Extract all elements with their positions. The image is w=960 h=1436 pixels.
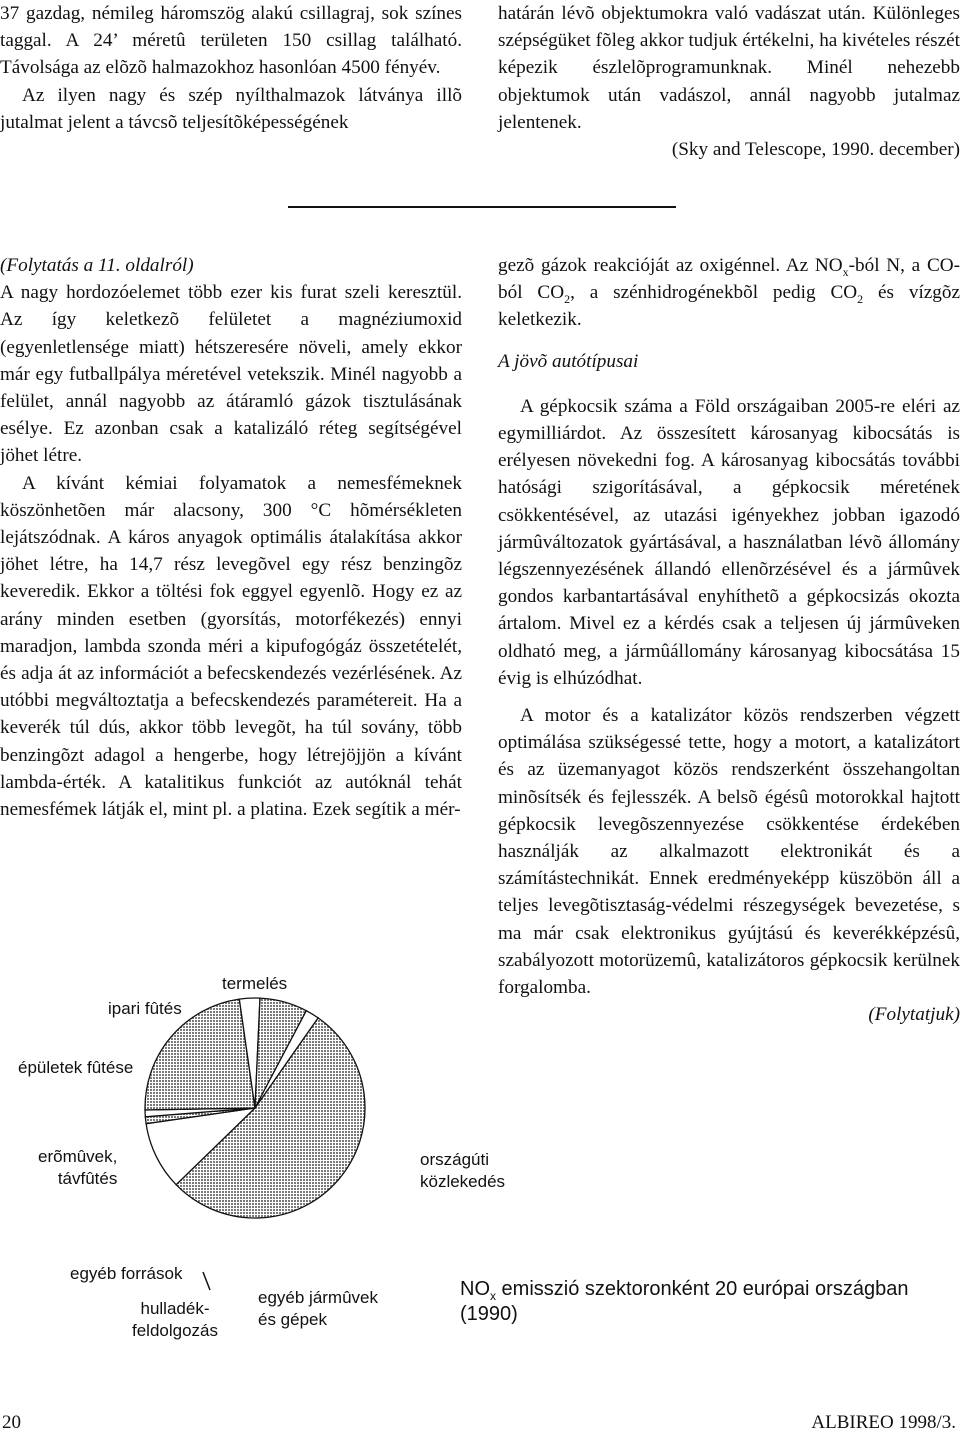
article-paragraph-3: gezõ gázok reakcióját az oxigénnel. Az $NO_x$-ból N, a CO-ból $CO_2$, a szénhidrogénekbõl pedig $CO_2$ és vízgõz keletkezik. [498, 255, 960, 331]
label-termeles: termelés [222, 974, 288, 993]
article-paragraph-1: A nagy hordozóelemet több ezer kis furat szeli keresztül. Az így keletkezõ felületet a magnéziumoxid (egyenletlensége miatt) hétszeresére növeli, amely ekkor már egy futballpálya méretével vetekszik. Minél nagyobb a felület, annál nagyobb az átáramló gázok tisztulásának esélye. Ez azonban csak a katalizáló réteg segítségével jöhet létre. [0, 282, 462, 467]
article-right-column [498, 252, 960, 1028]
top-left-paragraph-1: 37 gazdag, némileg háromszög alakú csillagraj, sok színes taggal. A 24’ méretû területen 150 csillag található. Távolsága az elõzõ halmazokhoz hasonlóan 4500 fényév. [0, 3, 462, 79]
label-epuletek-futese: épületek fûtése [18, 1058, 134, 1077]
pie-slices [145, 998, 365, 1218]
label-orszaguti-kozlekedes: országúti közlekedés [420, 1150, 506, 1191]
top-left-paragraph-2: Az ilyen nagy és szép nyílthalmazok látványa illõ jutalmat jelent a távcsõ teljesítõképességének [0, 84, 462, 133]
article-paragraph-4: A gépkocsik száma a Föld országaiban 2005-re eléri az egymilliárdot. Az összesített károsanyag kibocsátás is erélyesen növekedni fog. A károsanyag kibocsátás további hatósági szigorításával, a gépkocsik méretének csökkentésével, az utazási igényekhez jobban igazodó jármûváltozatok gyártásával, a használatban lévõ állomány légszennyezésének állandó ellenõrzésével és a jármûvek gondos karbantartásával enyhíthetõ a gépkocsizás okozta ártalom. Mivel ez a kérdés csak a teljesen új jármûveken oldható meg, a jármûállomány károsanyag kibocsátása 15 évig is elhúzódhat. [498, 395, 960, 689]
label-leader-lines [203, 1272, 210, 1290]
article-left-column [0, 252, 462, 823]
leader-line-egyeb-forrasok [203, 1272, 210, 1290]
source-citation: (Sky and Telescope, 1990. december) [671, 139, 960, 161]
label-egyeb-jarmuvek: egyéb jármûvek és gépek [258, 1288, 379, 1329]
top-right-column [498, 0, 960, 163]
chart-caption: $NO_x$ emisszió szektoronként 20 európai országban (1990) [460, 1278, 909, 1325]
label-eromuvek-tavfutes: erõmûvek, távfûtés [38, 1147, 118, 1188]
top-right-paragraph-1: határán lévõ objektumokra való vadászat után. Különleges szépségüket fõleg akkor tudjuk értékelni, ha kivételes részét képezik észlelõprogramunknak. Minél nehezebb objektumok után vadászol, annál nagyobb jutalmaz jelentenek. [498, 3, 960, 133]
to-be-continued-note: (Folytatjuk) [868, 1004, 960, 1026]
page-number: 20 [2, 1412, 21, 1433]
article-paragraph-5: A motor és a katalizátor közös rendszerben végzett optimálása szükségessé tette, hogy a motort, a katalizátort és az üzemanyagot közös rendszerként összehangoltan minõsítsék és fejlesszék. A belsõ égésû motorokkal hajtott gépkocsik levegõszennyezése csökkentése érdekében használják az alkalmazott elektronikát és a számítástechnikát. Ennek eredményeképp küszöbön áll a teljes levegõtisztaság-védelmi részegységek bevezetése, s ma már csak elektronikus gyújtású és keverékképzésû, szabályozott motorüzemû, katalizátoros gépkocsik kerülnek forgalomba. [498, 705, 960, 999]
top-left-column [0, 0, 462, 136]
label-ipari-futes: ipari fûtés [108, 999, 182, 1018]
label-hulladekfeldolgozas: hulladék- feldolgozás [132, 1299, 219, 1340]
journal-issue: ALBIREO 1998/3. [811, 1412, 956, 1433]
continued-from-note: (Folytatás a 11. oldalról) [0, 255, 194, 276]
article-paragraph-2: A kívánt kémiai folyamatok a nemesfémeknek köszönhetõen már alacsony, 300 °C hõmérsékleten lejátszódnak. A káros anyagok optimális átalakítása akkor jöhet létre, ha 14,7 rész levegõvel egy rész benzingõz keveredik. Ekkor a töltési fok eggyel egyenlõ. Hogy ez az arány minden esetben (gyorsítás, motorfékezés) ennyi maradjon, lambda szonda méri a kipufogógáz összetételét, és adja át az információt a befecskendezés vezérlésének. Az utóbbi megváltoztatja a befecskendezés paramétereit. Ha a keverék túl dús, akkor több levegõt, ha túl sovány, több benzingõzt adagol a hengerbe, hogy létrejöjjön a kívánt lambda-érték. A katalitikus funkciót az autóknál tehát nemesfémek látják el, mint pl. a platina. Ezek segítik a mér- [0, 472, 462, 821]
label-egyeb-forrasok: egyéb források [70, 1264, 183, 1283]
section-divider [288, 206, 676, 208]
section-heading: A jövõ autótípusai [498, 350, 639, 372]
